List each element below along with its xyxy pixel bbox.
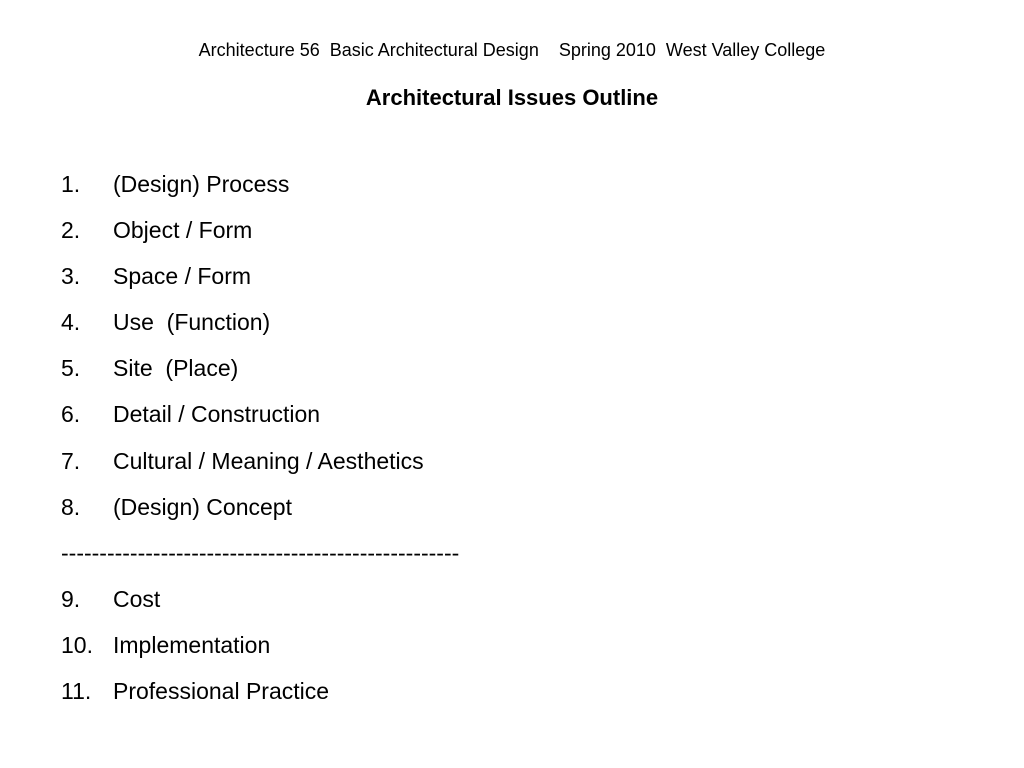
list-item-label: Implementation: [113, 631, 271, 658]
list-item-label: Cost: [113, 585, 161, 612]
list-item: [61, 399, 459, 445]
course-header: Architecture 56 Basic Architectural Design Spring 2010 West Valley College: [198, 40, 826, 60]
list-item: [61, 307, 459, 353]
list-item: [61, 492, 459, 538]
list-item: [61, 676, 459, 722]
list-item-label: (Design) Concept: [113, 493, 292, 520]
dashed-separator: [61, 538, 459, 584]
list-item-number: 10.: [61, 631, 93, 658]
list-item-label: Object / Form: [113, 217, 253, 244]
list-item-number: 2.: [61, 217, 81, 244]
list-item-label: Detail / Construction: [113, 401, 321, 428]
list-item-number: 1.: [61, 171, 81, 197]
issues-outline-list: [61, 169, 459, 722]
list-item: [61, 446, 459, 492]
separator-text: ----------------------------------------------------: [61, 539, 460, 566]
list-item-number: 9.: [61, 585, 81, 612]
list-item: [61, 353, 459, 399]
list-item-number: 11.: [61, 678, 92, 705]
list-item-label: Site (Place): [113, 355, 239, 382]
list-item-number: 5.: [61, 355, 81, 382]
page-title: Architectural Issues Outline: [365, 85, 659, 110]
list-item-number: 7.: [61, 447, 81, 474]
list-item-number: 3.: [61, 263, 81, 290]
list-item-number: 4.: [61, 309, 81, 336]
list-item-label: Cultural / Meaning / Aesthetics: [113, 447, 424, 474]
list-item: [61, 215, 459, 261]
list-item: [61, 630, 459, 676]
list-item-label: Use (Function): [113, 309, 271, 336]
list-item-label: (Design) Process: [113, 171, 290, 197]
list-item: [61, 584, 459, 630]
list-item-label: Space / Form: [113, 263, 252, 290]
list-item: [61, 169, 459, 215]
list-item-number: 6.: [61, 401, 81, 428]
list-item: [61, 261, 459, 307]
list-item-label: Professional Practice: [113, 678, 330, 705]
list-item-number: 8.: [61, 493, 81, 520]
